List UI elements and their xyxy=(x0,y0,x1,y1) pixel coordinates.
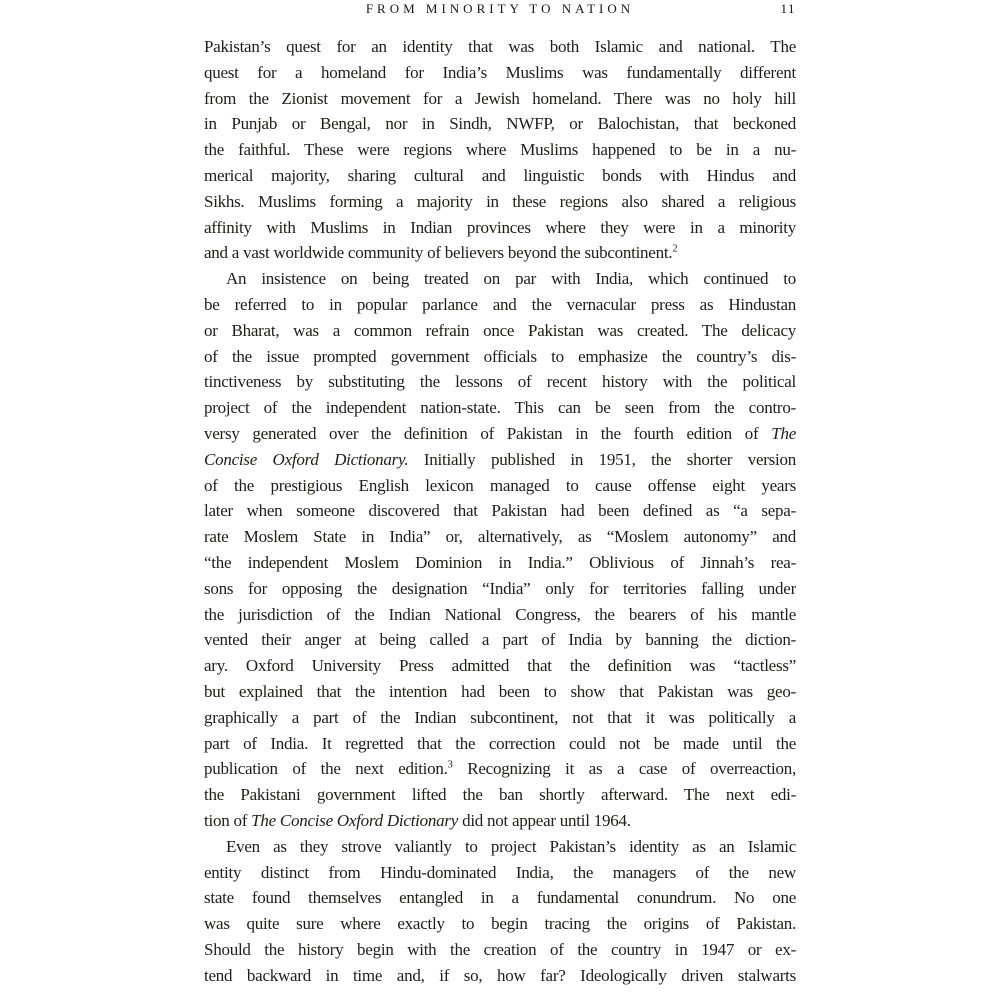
text-run: Recognizing it as a case of overreaction, xyxy=(452,759,796,779)
text-run: affinity with Muslims in Indian provinces where they were in a minority xyxy=(204,217,796,237)
text-run: the faithful. These were regions where Muslims happened to be in a nu- xyxy=(204,140,796,160)
text-run: quest for a homeland for India’s Muslims was fundamentally different xyxy=(204,62,796,82)
text-run: of the prestigious English lexicon managed to cause offense eight years xyxy=(204,475,796,495)
text-line xyxy=(204,756,796,782)
text-line xyxy=(204,111,796,137)
text-run: Sikhs. Muslims forming a majority in these regions also shared a religious xyxy=(204,191,796,211)
text-run: Should the history begin with the creation of the country in 1947 or ex- xyxy=(204,939,796,959)
text-run: Even as they strove valiantly to project Pakistan’s identity as an Islamic xyxy=(226,836,796,856)
text-line xyxy=(204,447,796,473)
text-run: entity distinct from Hindu-dominated India, the managers of the new xyxy=(204,862,796,882)
text-run: merical majority, sharing cultural and linguistic bonds with Hindus and xyxy=(204,165,796,185)
book-title: The xyxy=(771,423,796,443)
text-run: versy generated over the definition of Pakistan in the fourth edition of xyxy=(204,423,772,443)
text-run: be referred to in popular parlance and the vernacular press as Hindustan xyxy=(204,294,796,314)
text-run: of the issue prompted government officials to emphasize the country’s dis- xyxy=(204,346,796,366)
text-line xyxy=(204,86,796,112)
text-run: the Pakistani government lifted the ban shortly afterward. The next edi- xyxy=(204,785,796,805)
text-line xyxy=(204,421,796,447)
text-line xyxy=(204,189,796,215)
text-run: and a vast worldwide community of believers beyond the subcontinent. xyxy=(204,243,673,263)
text-line xyxy=(204,318,796,344)
text-run: publication of the next edition. xyxy=(204,759,448,779)
text-line xyxy=(204,834,796,860)
text-run: did not appear until 1964. xyxy=(458,810,631,830)
running-header xyxy=(204,1,796,17)
text-line xyxy=(204,860,796,886)
text-run: “the independent Moslem Dominion in India.” Oblivious of Jinnah’s rea- xyxy=(204,552,796,572)
text-run: graphically a part of the Indian subcontinent, not that it was politically a xyxy=(204,707,796,727)
paragraph xyxy=(204,34,796,266)
text-run: vented their anger at being called a part of India by banning the diction- xyxy=(204,630,796,650)
text-line xyxy=(204,163,796,189)
text-run: tion of xyxy=(204,810,252,830)
text-line xyxy=(204,550,796,576)
running-header-title: FROM MINORITY TO NATION xyxy=(365,1,635,16)
text-run: but explained that the intention had been to show that Pakistan was geo- xyxy=(204,681,796,701)
text-line xyxy=(204,240,796,266)
text-line xyxy=(204,627,796,653)
text-line xyxy=(204,937,796,963)
text-run: An insistence on being treated on par with India, which continued to xyxy=(226,269,796,289)
text-run: project of the independent nation-state. This can be seen from the contro- xyxy=(204,398,796,418)
text-line xyxy=(204,215,796,241)
text-run: part of India. It regretted that the correction could not be made until the xyxy=(204,733,796,753)
text-run: in Punjab or Bengal, nor in Sindh, NWFP, or Balochistan, that beckoned xyxy=(204,114,796,134)
text-line xyxy=(204,885,796,911)
text-run: Initially published in 1951, the shorter version xyxy=(408,449,796,469)
text-run: or Bharat, was a common refrain once Pakistan was created. The delicacy xyxy=(204,320,796,340)
text-run: tinctiveness by substituting the lessons of recent history with the political xyxy=(204,372,796,392)
text-line xyxy=(204,498,796,524)
text-run: tend backward in time and, if so, how far? Ideologically driven stalwarts xyxy=(204,965,796,985)
text-run: state found themselves entangled in a fundamental conundrum. No one xyxy=(204,888,796,908)
text-line xyxy=(204,679,796,705)
paragraph xyxy=(204,834,796,989)
text-line xyxy=(204,524,796,550)
text-line xyxy=(204,782,796,808)
text-line xyxy=(204,473,796,499)
text-line xyxy=(204,808,796,834)
text-line xyxy=(204,395,796,421)
text-line xyxy=(204,911,796,937)
text-run: from the Zionist movement for a Jewish homeland. There was no holy hill xyxy=(204,88,796,108)
text-run: sons for opposing the designation “India” only for territories falling under xyxy=(204,578,796,598)
footnote-marker: 3 xyxy=(447,759,453,771)
text-line xyxy=(204,963,796,989)
text-run: the jurisdiction of the Indian National Congress, the bearers of his mantle xyxy=(204,604,796,624)
text-run: later when someone discovered that Pakistan had been defined as “a sepa- xyxy=(204,501,796,521)
text-line xyxy=(204,731,796,757)
page-body xyxy=(204,34,796,988)
text-line xyxy=(204,602,796,628)
text-line xyxy=(204,266,796,292)
text-run: rate Moslem State in India” or, alternatively, as “Moslem autonomy” and xyxy=(204,527,796,547)
paragraph xyxy=(204,266,796,834)
page-number: 11 xyxy=(780,1,796,16)
text-run: was quite sure where exactly to begin tracing the origins of Pakistan. xyxy=(204,914,796,934)
text-line xyxy=(204,705,796,731)
book-title: Concise Oxford Dictionary. xyxy=(204,449,409,469)
book-title: The Concise Oxford Dictionary xyxy=(251,810,459,830)
text-run: Pakistan’s quest for an identity that was both Islamic and national. The xyxy=(204,37,796,56)
text-line xyxy=(204,292,796,318)
text-run: ary. Oxford University Press admitted that the definition was “tactless” xyxy=(204,656,796,676)
text-line xyxy=(204,653,796,679)
text-line xyxy=(204,34,796,60)
text-line xyxy=(204,369,796,395)
text-line xyxy=(204,344,796,370)
text-line xyxy=(204,576,796,602)
text-line xyxy=(204,137,796,163)
text-line xyxy=(204,60,796,86)
footnote-marker: 2 xyxy=(672,243,678,255)
